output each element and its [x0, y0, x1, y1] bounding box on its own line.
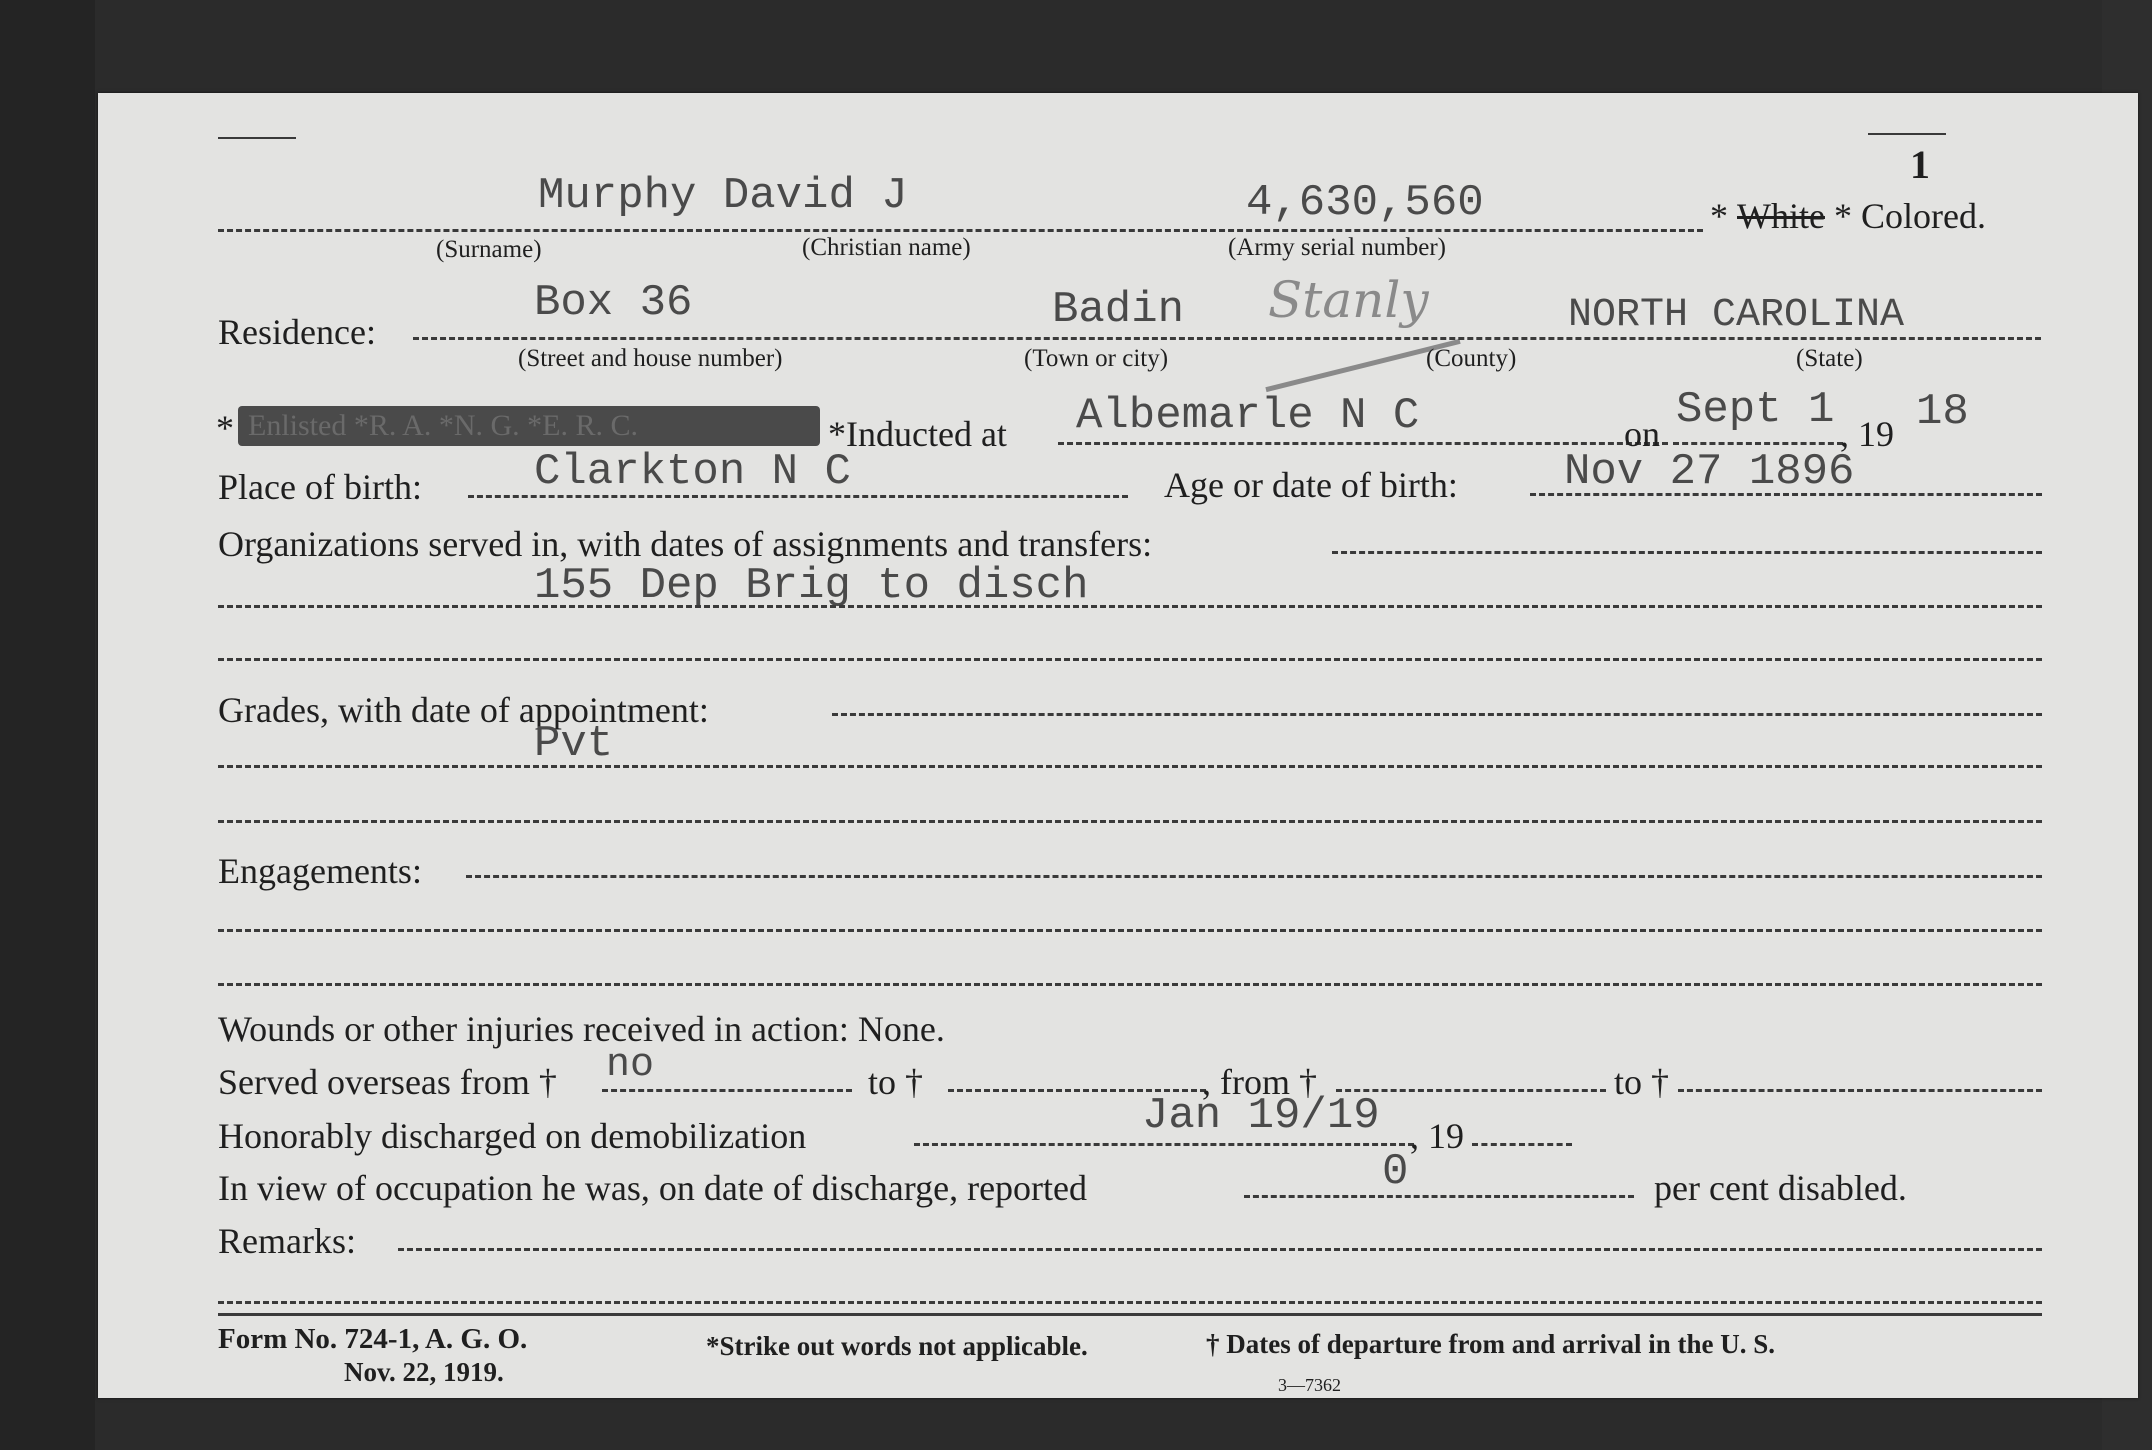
discharge-year-label: , 19	[1410, 1116, 1464, 1156]
race-white-struck: White	[1737, 196, 1825, 236]
discharge-date-line	[914, 1143, 1414, 1146]
street-value: Box 36	[534, 278, 693, 328]
name-line	[218, 229, 1703, 232]
grades-line-2	[218, 765, 2042, 768]
print-code: 3—7362	[1278, 1375, 1341, 1395]
christian-name-caption: (Christian name)	[802, 234, 971, 261]
overseas-to2-line	[1678, 1089, 2042, 1092]
induction-year-value: 18	[1916, 387, 1969, 437]
engagements-line-2	[218, 929, 2042, 932]
name-value: Murphy David J	[538, 171, 908, 221]
overseas-to-label: to †	[868, 1062, 924, 1102]
grades-value: Pvt	[534, 719, 614, 769]
discharge-label: Honorably discharged on demobilization	[218, 1116, 807, 1156]
grades-label: Grades, with date of appointment:	[218, 690, 709, 730]
organizations-label: Organizations served in, with dates of assignments and transfers:	[218, 524, 1153, 564]
residence-label: Residence:	[218, 312, 376, 352]
disability-value: 0	[1382, 1147, 1409, 1197]
disability-line	[1244, 1195, 1634, 1198]
form-number: Form No. 724-1, A. G. O.	[218, 1323, 528, 1355]
strike-note: *Strike out words not applicable.	[706, 1331, 1088, 1361]
race-colored: Colored.	[1860, 196, 1986, 236]
redacted-enlistment-options	[238, 406, 820, 446]
place-of-birth-value: Clarkton N C	[534, 447, 851, 497]
remarks-label: Remarks:	[218, 1221, 356, 1261]
place-of-birth-line	[468, 495, 1128, 498]
service-record-card	[98, 93, 2138, 1398]
inducted-at-value: Albemarle N C	[1076, 391, 1420, 441]
street-caption: (Street and house number)	[518, 345, 783, 372]
serial-value: 4,630,560	[1246, 178, 1484, 228]
inducted-at-line	[1058, 442, 1668, 445]
age-label: Age or date of birth:	[1164, 465, 1458, 505]
redacted-text: Enlisted *R. A. *N. G. *E. R. C.	[248, 409, 639, 442]
form-date: Nov. 22, 1919.	[344, 1357, 504, 1387]
top-left-rule	[218, 137, 296, 139]
county-value: Stanly	[1268, 271, 1429, 329]
county-caption: (County)	[1426, 345, 1517, 372]
town-caption: (Town or city)	[1024, 345, 1169, 372]
dates-note: † Dates of departure from and arrival in the U. S.	[1206, 1329, 1775, 1359]
disability-label: In view of occupation he was, on date of discharge, reported	[218, 1168, 1088, 1208]
remarks-line-1	[398, 1248, 2042, 1251]
age-value: Nov 27 1896	[1564, 447, 1855, 497]
organizations-line-2	[218, 605, 2042, 608]
discharge-date-value: Jan 19/19	[1142, 1091, 1380, 1141]
remarks-line-2	[218, 1301, 2042, 1304]
state-value: NORTH CAROLINA	[1568, 293, 1905, 338]
overseas-label: Served overseas from †	[218, 1062, 557, 1102]
state-caption: (State)	[1796, 345, 1863, 372]
inducted-at-label: *Inducted at	[828, 414, 1007, 454]
engagements-label: Engagements:	[218, 851, 422, 891]
overseas-to2-label: to †	[1614, 1062, 1670, 1102]
surname-caption: (Surname)	[436, 236, 542, 263]
wounds-label: Wounds or other injuries received in action: None.	[218, 1009, 945, 1049]
overseas-from2-label: , from †	[1202, 1062, 1317, 1102]
overseas-from-line	[602, 1089, 852, 1092]
organizations-value: 155 Dep Brig to disch	[534, 561, 1089, 611]
grades-line-1	[832, 713, 2042, 716]
engagements-line-3	[218, 983, 2042, 986]
induction-date-value: Sept 1	[1676, 385, 1835, 435]
top-right-rule	[1868, 133, 1946, 135]
organizations-line-3	[218, 658, 2042, 661]
scan-background-left	[0, 0, 95, 1450]
grades-line-3	[218, 820, 2042, 823]
town-value: Badin	[1052, 285, 1185, 335]
induction-asterisk: *	[216, 408, 234, 448]
place-of-birth-label: Place of birth:	[218, 467, 422, 507]
induction-date-line	[1673, 442, 1843, 445]
disability-suffix: per cent disabled.	[1654, 1168, 1907, 1208]
engagements-line-1	[466, 875, 2042, 878]
residence-line	[413, 337, 2041, 340]
race-options: * White * Colored.	[1710, 196, 1986, 236]
organizations-line-1	[1332, 551, 2042, 554]
discharge-year-line	[1472, 1143, 1572, 1146]
footer-rule	[218, 1313, 2042, 1316]
on-label: on	[1624, 414, 1660, 454]
induction-year-prefix: , 19	[1840, 414, 1894, 454]
age-line	[1530, 493, 2042, 496]
serial-caption: (Army serial number)	[1228, 234, 1446, 261]
card-number: 1	[1910, 142, 1930, 187]
overseas-from-value: no	[606, 1043, 655, 1088]
